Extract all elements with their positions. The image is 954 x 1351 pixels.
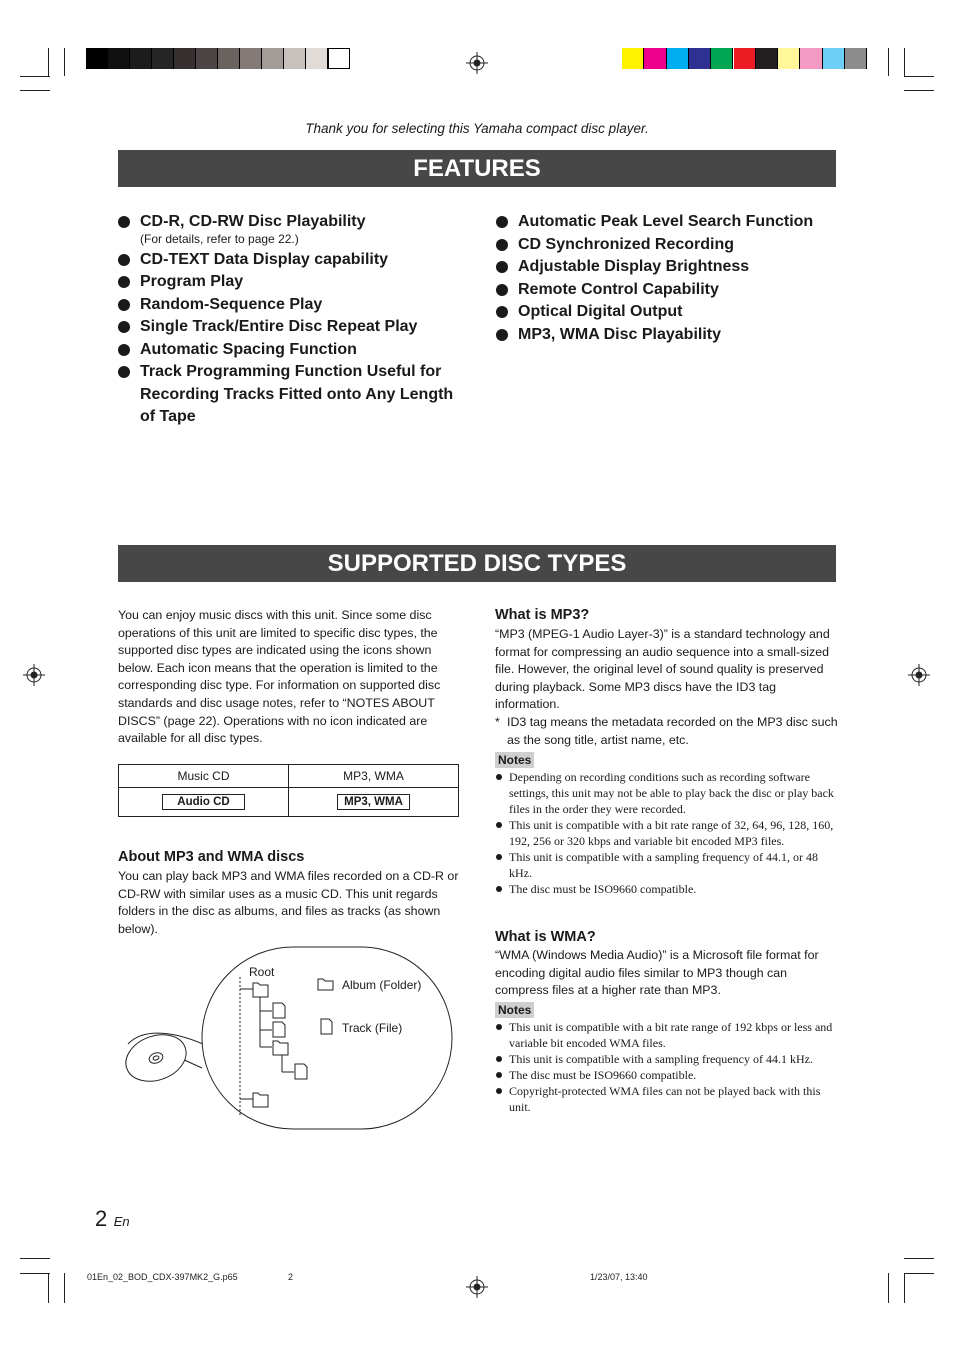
feature-item xyxy=(496,279,841,302)
legend-folder-icon xyxy=(318,979,333,990)
bullet-icon xyxy=(496,306,508,318)
color-swatch xyxy=(756,48,778,69)
diagram-album-label: Album (Folder) xyxy=(342,978,422,992)
mp3-heading: What is MP3? xyxy=(495,607,590,623)
bullet-icon xyxy=(496,284,508,296)
note-text: This unit is compatible with a sampling frequency of 44.1 kHz. xyxy=(509,1052,813,1066)
bullet-icon xyxy=(118,299,130,311)
bullet-icon xyxy=(496,1072,502,1078)
feature-label: Program Play xyxy=(140,273,244,290)
disc-type-icon-cell-mp3-wma xyxy=(289,788,459,817)
feature-item xyxy=(118,361,463,429)
bullet-icon xyxy=(118,216,130,228)
feature-label: Remote Control Capability xyxy=(518,280,719,298)
note-item xyxy=(495,1019,837,1051)
mp3-notes-list xyxy=(495,769,837,897)
note-item xyxy=(495,1067,837,1083)
folder-diagram xyxy=(120,944,456,1134)
mp3-footnote xyxy=(495,714,840,749)
feature-label: MP3, WMA Disc Playability xyxy=(518,325,722,343)
folder-icon xyxy=(253,1093,268,1107)
mp3-text: “MP3 (MPEG-1 Audio Layer-3)” is a standard technology and format for compressing an audio sequence into a small-sized file. However, the original level of sound quality is preserved during playback. Some MP3 discs have the ID3 tag information. xyxy=(495,627,830,712)
features-list-right xyxy=(496,211,841,346)
page-number-value: 2 xyxy=(95,1206,108,1231)
color-swatch xyxy=(823,48,845,69)
feature-item xyxy=(496,301,841,324)
bullet-icon xyxy=(496,261,508,273)
bullet-icon xyxy=(496,329,508,341)
gray-swatch xyxy=(284,48,306,69)
color-swatch xyxy=(711,48,733,69)
feature-item xyxy=(118,211,463,247)
gray-swatch xyxy=(152,48,174,69)
gray-swatch xyxy=(86,48,108,69)
bullet-icon xyxy=(496,886,502,892)
bullet-icon xyxy=(496,854,502,860)
gray-swatch xyxy=(306,48,328,69)
diagram-track-label: Track (File) xyxy=(342,1021,403,1035)
disc-types-banner xyxy=(118,545,836,582)
disc-types-title: SUPPORTED DISC TYPES xyxy=(327,550,627,577)
note-text: The disc must be ISO9660 compatible. xyxy=(509,882,697,896)
note-text: Copyright-protected WMA files can not be played back with this unit. xyxy=(509,1084,821,1114)
feature-item xyxy=(496,211,841,234)
features-list-left xyxy=(118,211,463,429)
feature-label: Automatic Peak Level Search Function xyxy=(518,213,814,230)
mp3-footnote-mark: * xyxy=(495,715,500,729)
color-swatch xyxy=(778,48,800,69)
color-swatch xyxy=(644,48,666,69)
feature-item xyxy=(496,256,841,279)
color-swatch xyxy=(667,48,689,69)
feature-label: Single Track/Entire Disc Repeat Play xyxy=(140,318,418,335)
bullet-icon xyxy=(496,216,508,228)
wma-heading: What is WMA? xyxy=(495,929,596,945)
mp3-notes-label: Notes xyxy=(495,752,534,768)
registration-mark-bottom xyxy=(466,1276,488,1298)
mp3-wma-icon: MP3, WMA xyxy=(337,794,410,810)
note-item xyxy=(495,881,837,897)
wma-notes-list xyxy=(495,1019,837,1115)
subfolder-icon xyxy=(273,1041,288,1055)
gray-swatch xyxy=(262,48,284,69)
note-text: This unit is compatible with a bit rate range of 192 kbps or less and variable bit encoded WMA files. xyxy=(509,1020,833,1050)
feature-sub-note: (For details, refer to page 22.) xyxy=(140,231,299,246)
registration-mark-top xyxy=(466,52,488,74)
bullet-icon xyxy=(118,321,130,333)
gray-swatch xyxy=(108,48,130,69)
footer-page: 2 xyxy=(288,1272,294,1282)
feature-label: Random-Sequence Play xyxy=(140,295,323,313)
feature-label: Automatic Spacing Function xyxy=(140,340,357,358)
features-banner xyxy=(118,150,836,187)
wma-text: “WMA (Windows Media Audio)” is a Microsoft file format for encoding digital audio files similar to MP3 though can compress files at a higher rate than MP3. xyxy=(495,948,819,998)
file-icon xyxy=(273,1022,285,1037)
about-text: You can play back MP3 and WMA files recorded on a CD-R or CD-RW with similar uses as a music CD. This unit regards folders in the disc as albums, and files as tracks (as shown below). xyxy=(118,869,459,936)
audio-cd-icon: Audio CD xyxy=(162,794,244,810)
gray-swatch xyxy=(328,48,350,69)
bullet-icon xyxy=(118,276,130,288)
disc-type-table xyxy=(118,764,459,817)
gray-swatch xyxy=(130,48,152,69)
note-text: Depending on recording conditions such as recording software settings, this unit may not be able to play back the disc or play back files in the order they were recorded. xyxy=(509,770,834,816)
note-item xyxy=(495,769,837,817)
note-item xyxy=(495,849,837,881)
feature-item xyxy=(118,339,463,362)
mp3-footnote-text: ID3 tag means the metadata recorded on the MP3 disc such as the song title, artist name, etc. xyxy=(507,715,838,747)
root-folder-icon xyxy=(253,983,268,997)
disc-type-header-mp3-wma: MP3, WMA xyxy=(289,765,459,788)
legend-file-icon xyxy=(321,1019,332,1034)
feature-label: CD Synchronized Recording xyxy=(518,235,735,253)
page-number xyxy=(95,1206,130,1232)
feature-item xyxy=(496,234,841,257)
feature-item xyxy=(118,271,463,294)
disc-types-intro: You can enjoy music discs with this unit. Since some disc operations of this unit are limited to specific disc types, the supported disc types are indicated using the icons shown below. Each icon means that the operation is limited to the corresponding disc type. For information on supported disc standards and disc usage notes, refer to “NOTES ABOUT DISCS” (page 22). Operations with no icon indicated are available for all disc types. xyxy=(118,608,441,746)
color-swatch xyxy=(689,48,711,69)
bullet-icon xyxy=(118,366,130,378)
feature-label: CD-TEXT Data Display capability xyxy=(140,250,389,268)
bullet-icon xyxy=(496,1056,502,1062)
color-swatch xyxy=(800,48,822,69)
file-icon xyxy=(273,1003,285,1018)
note-text: The disc must be ISO9660 compatible. xyxy=(509,1068,697,1082)
feature-label: CD-R, CD-RW Disc Playability xyxy=(140,213,366,230)
color-swatch xyxy=(622,48,644,69)
note-item xyxy=(495,817,837,849)
bullet-icon xyxy=(496,239,508,251)
thank-you-line: Thank you for selecting this Yamaha compact disc player. xyxy=(305,121,649,136)
note-item xyxy=(495,1083,837,1115)
feature-label: Adjustable Display Brightness xyxy=(518,258,750,275)
bullet-icon xyxy=(118,344,130,356)
disc-type-icon-cell-audio-cd xyxy=(119,788,289,817)
footer-file: 01En_02_BOD_CDX-397MK2_G.p65 xyxy=(87,1272,238,1282)
bullet-icon xyxy=(118,254,130,266)
about-heading: About MP3 and WMA discs xyxy=(118,849,305,865)
gray-swatch xyxy=(240,48,262,69)
color-swatch xyxy=(734,48,756,69)
gray-swatch xyxy=(196,48,218,69)
feature-label: Track Programming Function Useful for Recording Tracks Fitted onto Any Length of Tape xyxy=(140,363,454,425)
feature-item xyxy=(118,316,463,339)
registration-mark-left xyxy=(23,664,45,686)
bullet-icon xyxy=(496,774,502,780)
registration-mark-right xyxy=(908,664,930,686)
feature-item xyxy=(118,249,463,272)
color-swatch xyxy=(845,48,867,69)
feature-item xyxy=(496,324,841,347)
disc-type-header-music-cd: Music CD xyxy=(119,765,289,788)
file-icon xyxy=(295,1064,307,1079)
footer-date: 1/23/07, 13:40 xyxy=(590,1272,648,1282)
feature-item xyxy=(118,294,463,317)
bullet-icon xyxy=(496,822,502,828)
note-item xyxy=(495,1051,837,1067)
gray-swatch xyxy=(218,48,240,69)
note-text: This unit is compatible with a sampling frequency of 44.1, or 48 kHz. xyxy=(509,850,818,880)
page-lang: En xyxy=(113,1214,130,1229)
features-title: FEATURES xyxy=(413,155,541,182)
gray-swatch xyxy=(174,48,196,69)
note-text: This unit is compatible with a bit rate range of 32, 64, 96, 128, 160, 192, 256 or 320 kbps and variable bit encoded MP3 files. xyxy=(509,818,834,848)
diagram-root-label: Root xyxy=(249,965,275,979)
wma-notes-label: Notes xyxy=(495,1002,534,1018)
bullet-icon xyxy=(496,1088,502,1094)
bullet-icon xyxy=(496,1024,502,1030)
feature-label: Optical Digital Output xyxy=(518,303,683,320)
